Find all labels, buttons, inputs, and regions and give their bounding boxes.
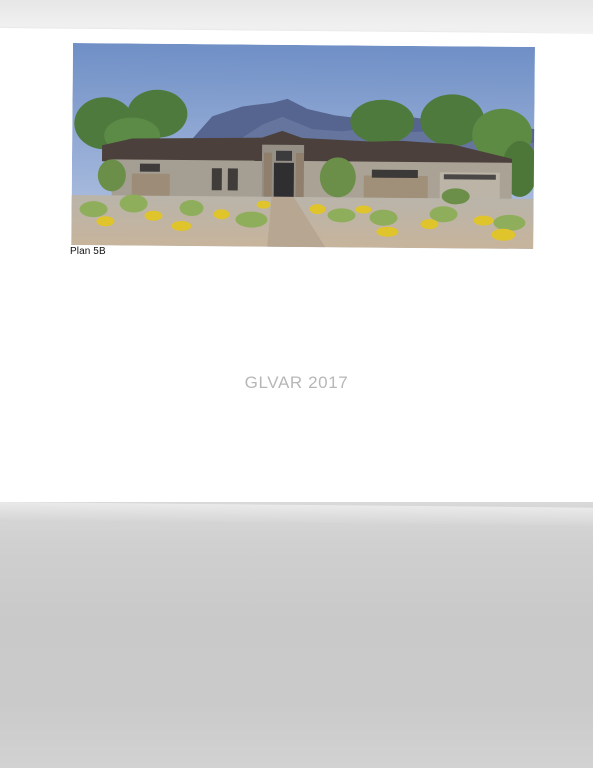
house-rendering-image <box>71 43 535 249</box>
watermark: GLVAR 2017 <box>244 373 349 392</box>
paper-top-edge <box>0 0 593 32</box>
plan-caption: Plan 5B <box>70 246 106 257</box>
scanner-background <box>0 502 593 768</box>
